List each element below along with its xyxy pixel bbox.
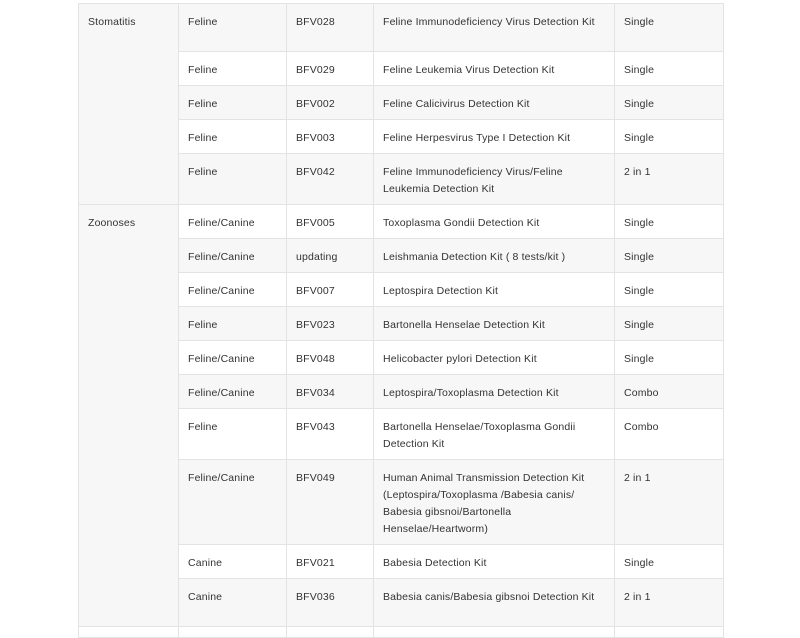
code-cell: BFV028 xyxy=(287,4,374,52)
category-cell: Zoonoses xyxy=(79,205,179,627)
product-cell: Leptospira Detection Kit xyxy=(374,273,615,307)
product-table xyxy=(78,3,724,638)
code-cell: BFV043 xyxy=(287,409,374,460)
format-cell: Single xyxy=(615,545,724,579)
format-cell: Combo xyxy=(615,375,724,409)
format-cell: Single xyxy=(615,341,724,375)
product-cell: Feline Herpesvirus Type I Detection Kit xyxy=(374,120,615,154)
product-cell: Leishmania Detection Kit ( 8 tests/kit ) xyxy=(374,239,615,273)
product-table-container xyxy=(78,3,723,638)
code-cell: BFV021 xyxy=(287,545,374,579)
format-cell: Single xyxy=(615,52,724,86)
code-cell: BFV003 xyxy=(287,120,374,154)
format-cell: Single xyxy=(615,4,724,52)
format-cell: Single xyxy=(615,86,724,120)
code-cell: BFV048 xyxy=(287,341,374,375)
format-cell: Single xyxy=(615,307,724,341)
code-cell: updating xyxy=(287,239,374,273)
format-cell: 2 in 1 xyxy=(615,460,724,545)
species-cell: Feline/Canine xyxy=(179,460,287,545)
empty-cell xyxy=(179,627,287,638)
category-cell: Stomatitis xyxy=(79,4,179,205)
species-cell: Feline xyxy=(179,4,287,52)
code-cell: BFV023 xyxy=(287,307,374,341)
product-cell: Feline Leukemia Virus Detection Kit xyxy=(374,52,615,86)
species-cell: Feline xyxy=(179,52,287,86)
species-cell: Canine xyxy=(179,545,287,579)
product-cell: Toxoplasma Gondii Detection Kit xyxy=(374,205,615,239)
format-cell: Single xyxy=(615,205,724,239)
product-cell: Bartonella Henselae Detection Kit xyxy=(374,307,615,341)
table-row-partial xyxy=(79,627,724,638)
format-cell: 2 in 1 xyxy=(615,579,724,627)
empty-cell xyxy=(374,627,615,638)
product-cell: Feline Calicivirus Detection Kit xyxy=(374,86,615,120)
format-cell: Combo xyxy=(615,409,724,460)
product-cell: Babesia Detection Kit xyxy=(374,545,615,579)
species-cell: Feline/Canine xyxy=(179,375,287,409)
product-cell: Human Animal Transmission Detection Kit (Leptospira/Toxoplasma /Babesia canis/ Babesia gibsnoi/Bartonella Henselae/Heartworm) xyxy=(374,460,615,545)
product-cell: Feline Immunodeficiency Virus Detection Kit xyxy=(374,4,615,52)
code-cell: BFV007 xyxy=(287,273,374,307)
product-table-body xyxy=(79,4,724,638)
product-cell: Feline Immunodeficiency Virus/Feline Leukemia Detection Kit xyxy=(374,154,615,205)
species-cell: Feline xyxy=(179,307,287,341)
empty-cell xyxy=(287,627,374,638)
species-cell: Feline xyxy=(179,86,287,120)
code-cell: BFV042 xyxy=(287,154,374,205)
species-cell: Feline xyxy=(179,409,287,460)
code-cell: BFV049 xyxy=(287,460,374,545)
product-cell: Leptospira/Toxoplasma Detection Kit xyxy=(374,375,615,409)
empty-cell xyxy=(615,627,724,638)
species-cell: Canine xyxy=(179,579,287,627)
species-cell: Feline xyxy=(179,120,287,154)
product-cell: Bartonella Henselae/Toxoplasma Gondii Detection Kit xyxy=(374,409,615,460)
code-cell: BFV029 xyxy=(287,52,374,86)
species-cell: Feline/Canine xyxy=(179,205,287,239)
code-cell: BFV002 xyxy=(287,86,374,120)
table-row xyxy=(79,4,724,52)
species-cell: Feline xyxy=(179,154,287,205)
table-row xyxy=(79,205,724,239)
code-cell: BFV034 xyxy=(287,375,374,409)
format-cell: Single xyxy=(615,120,724,154)
empty-cell xyxy=(79,627,179,638)
species-cell: Feline/Canine xyxy=(179,341,287,375)
format-cell: 2 in 1 xyxy=(615,154,724,205)
format-cell: Single xyxy=(615,273,724,307)
format-cell: Single xyxy=(615,239,724,273)
code-cell: BFV005 xyxy=(287,205,374,239)
species-cell: Feline/Canine xyxy=(179,239,287,273)
code-cell: BFV036 xyxy=(287,579,374,627)
product-cell: Babesia canis/Babesia gibsnoi Detection Kit xyxy=(374,579,615,627)
product-cell: Helicobacter pylori Detection Kit xyxy=(374,341,615,375)
species-cell: Feline/Canine xyxy=(179,273,287,307)
